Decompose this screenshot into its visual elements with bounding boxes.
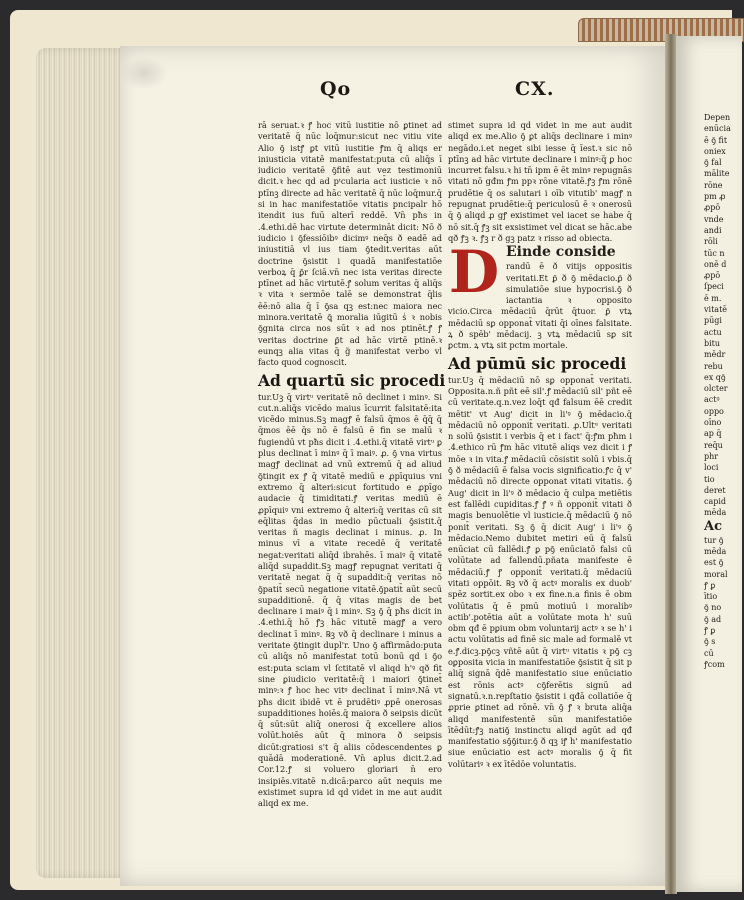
text-line: ꝭcom [704,659,725,669]
text-line: ē m. [704,293,722,303]
rubricated-initial: D [448,238,500,307]
text-line: loci [704,463,719,473]
text-line: ꝓpō [704,203,721,213]
question-opening [448,238,632,351]
text-line: mēdr [704,350,726,360]
text-line: est ꝯ̄ [704,558,724,568]
text-line: cū [704,648,714,658]
text-line: pūgi [704,316,722,326]
text-line: ꝯ̄ ad [704,614,722,624]
text-line: oppo [704,406,724,416]
paragraph: randū ē ð vitijs oppositis veritati.Et ꝑ̄ ð ꝯ̄ mēdacio.ꝑ̄ ð simulatiōe siue hypocrisi.ꝯ̄ ð iactantia ꝛ opposito vicio.Circa mēdaciū q̄rūt q̄tuor. ꝑ̄ vtꝝ mēdaciū sꝑ opponat̄ vitati q̄i oīnes falsitate. ꝝ ð spēb' mēdacij. ꝫ vtꝝ mēdaciū sꝑ sit ꝑctm. ꝝ vtꝝ sit pctm mortale. [448,261,632,351]
text-line: ex qꝯ̄ [704,372,726,382]
text-line: ſpeci [704,282,724,292]
text-line: deret [704,485,726,495]
text-line: vitatē [704,305,728,315]
text-line: rebu [704,361,723,371]
text-line: tur ꝯ̄ [704,535,724,545]
text-line: mālite [704,169,730,179]
text-line: ꝭ ꝑ [704,580,716,590]
paragraph: tur.Uꝫ q̄ mēdaciū nō sꝑ opponat̄ veritati. Opposita.n.ñ pñt eē sil'.ꝭ mēdaciū sil' pñt eē cū veritate.q.n.vez loq̄t qđ falsum ēē credit mētit' vt Aug' dicit in li'ꝰ ꝯ̄ mēdacio.q̄ mēdaciū nō opponit̄ veritati. ꝓ.Ultᵘ veritati n solū ꝯ̄sistit i verbis q̄ et i fact' q̄:ꝭm pħm i .4.ethico rū ꝭm hāc vitutē aliqs vez dicit i ꝭ mōe ꝛ in vita.ꝭ mēdaciū cōsistit solū i vbis.q̄ ꝯ̄ ð mēdaciū ē falsa vocis significatio.ꝭc q̄ v' mēdaciū nō directe opponat vitati vitatis. ꝯ̄ Aug' dicit in li'ꝰ ð mēdacio q̄ culpa metiētis est fallēdi cupiditas.ꝭ ꝭ ꝰ ñ opponit̄ vitati ð magis benuolētie vl iusticie.q̄ mēdaciū ꝯ̄ nō ponit̄ veritati. Sꝫ ꝯ̄ q̄ dicit Aug' i li'ꝰ ꝯ̄ mēdacio.Nemo dubitet metiri eū q̄ falsū enūciat cū fallēdi.ꝭ ꝑ pꝯ̄ enūciatō falsi cū volūtate ad fallendū.pñata manifeste ē mēdaciū.ꝭ ꝭ opponit̄ veritati.q̄ mēdaciū vitati oppōit. ℞ꝫ vð q̄ actꝰ moralis ex duob' spēz sortit.ex obo ꝛ ex fine.n.a finis ē obm volūtatis q̄ ē pmū motiuū i moralibꝰ actib'.potētia aūt a volūtate mota h' suū obm qđ ē pꝑium obm voluntarij actꝰ ꝛ se h' i actu volūtatis ad finē sic male ad formalē vt e.ꝭ.dicꝫ.pꝯ̄cꝫ vñtē aūt q̄ virtᵘ vitatis ꝛ pꝯ̄ cꝫ oꝑposita vicia in manifestatiōe ꝯ̄sistit q̄ sit p aliq̄ signā q̄dē manifestatio siue enūciatio est rōnis actꝰ cꝯ̄ferētis signū ad signatū.ꝛ.n.repſtatio ꝯ̄sistit i qđā collatiōe q̄ ꝓprie ꝑtinet ad rōnē. vn̄ ꝯ̄ ꝭ ꝛ bruta aliq̄a aliqd manifestentē sūn manifestatiōe ītēdūt:ꝭꝫ natiꝯ̄ instinctu aliqd agūt ad qđ manifestatio sꝯ̄ꝯ̄itur.ꝯ̄ ð qꝫ iꝭ h' manifestatio siue enūciatio est actꝰ moralis ꝯ̄ q̄ fit volūtariꝰ ꝛ ex ītēdōe voluntatis. [448,374,632,769]
running-header-left: Qo [320,78,352,100]
text-line: ꝭ ꝑ [704,626,716,636]
text-line: ap q̄ [704,429,722,439]
text-line: ꝯ̄ no [704,603,722,613]
paragraph: rā seruat.ꝛ ꝭ hoc vitū iustitie nō ꝑtinet ad veritatē q̄ nūc loq̄mur:sicut nec vitiu vite Alio ꝯ̄ istꝭ ꝑt vitū iustitie ꝭm q̄ aliqs er iniusticia vitatē manifestat:puta cū aliq̄s ī iudicio veritatē ꝯ̄fitē aut vez testimoniū dicit.ꝛ hec qd ad pᵗcularia act̄ iusticie ꝛ nō ptīnꝫ directe ad hāc veritatē q̄ nūc loq̄mur.q̄ si in hac manifestatiōe vitatis pncipalr hō itendit ius fuū alterī reddē. Vn̄ pħs in .4.ethi.dē hac virtute determināt dicit: Nō ð iudicio i ꝯ̄fessiōibꝰ dicimꝰ neq̄s ð eadē ad iniustitiā vl ius tiam ꝯ̄tedit.veritas aūt doctrine ꝯ̄sistit i quadā manifestatiōe verboꝝ q̄ ꝑ̄r ſciā.vn̄ nec ista veritas directe ptīnet ad hāc virtutē.ꝭ solum veritas q̄ aliq̄s ꝛ vita ꝛ sermōe talē se demonstrat q̄lis ēē:nō alia q̄ ī ꝯ̄sa qꝫ est:nec maiora nec minora.veritatē ꝗ̄ moralia iūgitū sᷝ ꝛ nobis ꝯ̄gnita circa nos sūt ꝛ ad nos ptinēt.ꝭ ꝭ veritas doctrine ꝑ̄t ad hāc virtē ptinē.ꝛ eunqꝫ alia vitas q̄ g̃ manifestat verbo vl facto quod cognoscit. [258,120,442,368]
paragraph: tur.Uꝫ q̄ virtᵘ veritatē nō declinet i minꝰ. Si cut.n.aliq̄s vicēdo maius īcurrit falsitatē:ita vicēdo minus.Sꝫ magꝭ ē falsū q̄mos ē q̄q̄ q̄ q̄mos ēē q̄s nō ē falsū ē fin se malū ꝛ fugiendū vt pħs dicit i .4.ethi.q̄ vitatē virtᵘ ꝑ plus declinat ī minꝰ q̄ ī maiꝰ. ꝓ. ꝯ̄ vna virtus magꝭ declinat ad vnū extremū q̄ ad aliud ꝯ̄tingit ex ꝭ q̄ vitatē mediū e ꝓpīquius vni extremo q̄ alteri:sicut fortitudo e ꝓpīgo audacie q̄ timiditati.ꝭ veritas mediū ē ꝓpīquiꝰ vni extremo q̄ alteri:q̄ veritas cū sit eq̄litas q̄das in medio pūctuali ꝯ̄sistit.q̄ veritas ñ magis declinat i minus. ꝓ. In minus vī a vitate recedē q̄ veritatē negat:veritati aliq̄d ibrahēs. ī maiꝰ q̄ vitatē aliq̄d supaddit.Sꝫ magꝭ repugnat veritati q̄ veritatē negat q̄ q̄ supaddit:q̄ veritas nō ꝯ̄patit̄ secū negatione vitatē.ꝯ̄patit̄ aūt secū supadditionē. q̄ q̄ vitas magis de bet declinare i maiꝰ q̄ i minꝰ. Sꝫ ꝯ̄ q̄ pħs dicit in .4.ethi.q̄ hō ꝭꝫ hāc vitutē magꝭ a vero declinat ī minꝰ. ℞ꝫ vð q̄ declinare i minus a veritate ꝯ̄tingit dupl'r. Uno ꝯ̄ affirmādo:puta cū aliq̄s nō manifestat totū bonū qd i ꝯ̄o est:puta sciam vl ſctitatē vl aliqd h'ꝰ qð fit sine ꝑiudicio veritatē:q̄ i maiori ꝯ̄tinet̄ minꝰ:ꝛ ꝭ hoc hec vitꝰ declinat ī minꝰ.Nā vt pħs dicit ibidē vt ē prudētiꝰ ꝓpē onerosas supadditiones hoiēs.q̄ maiora ð seipsis dicūt q̄ sūt:sūt aliq̄ onerosi q̄ excellere alios volūt.hoiēs aūt q̄ minora ð seipsis dicūt:gratiosi s't q̄ aliis cōdescendentes ꝑ quādā moderationē. Vn̄ aplus dicit.2.ad Cor.12.ꝭ si voluero gloriari n̄ ero insipiēs.vitatē n.dicā:parco aūt nequis me existimet supra id qd videt in me aut audit aliqd ex me. [258,391,442,809]
text-line: rōli [704,237,718,247]
stain-mark [120,56,168,90]
text-line: vnde [704,214,724,224]
text-line: oniex [704,146,726,156]
text-line: req̄u [704,440,723,450]
text-line: pm ꝓ [704,192,726,202]
text-line: tūc n [704,248,725,258]
article-heading: Ad quartū sic procedi [258,370,446,390]
text-line: actꝰ [704,395,720,405]
text-line: Ac [704,518,723,534]
text-line: moral [704,569,728,579]
text-line: enūcia [704,124,731,134]
text-line: actu [704,327,722,337]
text-line: onē d [704,259,727,269]
text-line: mēda [704,508,727,518]
text-column-left [258,120,446,809]
text-line: bitu [704,338,721,348]
paragraph: stimet supra id qd videt in me aut audit aliqd ex me.Alio ꝯ̄ ꝑt aliq̄s declinare i minꝰ negādo.i.et neget sibi iesse q̄ īest.ꝛ sic nō ptīnꝫ ad hāc virtute declinare i minꝰ:q̄ ꝑ hoc incurret falsu.ꝛ hi tn̄ ipm ē ēt minꝰ repugnās vitati nō gđm ꝭm ppꝛ rōne vitatē.ꝭꝫ ꝭm rōnē prudētie q̄ os salutari i oīb vitutib' magꝭ n repugnat prudētie:q̄ periculosū ē ꝛ onerosū q̄ ꝯ̄ aliqd ꝓ gꝭ existimet vel iacet se habe q̄ nō sit.q̄ ꝭꝫ sit exsistimet vel dicat se hāc.abe qð ꝭꝫ ꝛ. ꝭꝫ r ð gꝫ patz ꝛ risso ad obiecta. [448,120,632,243]
text-line: ꝯ̄ s [704,637,716,647]
text-column-right [448,120,632,769]
text-line: mēda [704,546,727,556]
text-line: ꝓpō [704,271,721,281]
page-stack [36,48,131,878]
running-header-right: CX. [515,78,555,100]
text-line: phr [704,451,719,461]
text-line: capid [704,497,727,507]
text-line: ꝯ̄ fal [704,158,722,168]
text-line: rōne [704,180,723,190]
text-line: tio [704,474,715,484]
text-line: ītio [704,592,718,602]
text-column-next-page [704,112,734,692]
text-line: Depen [704,113,731,122]
article-heading: Ad pūmū sic procedi [448,353,627,373]
text-line: olcter [704,384,728,394]
question-heading: Einde conside [506,244,616,261]
text-line: andi [704,225,722,235]
text-line: ē ꝯ̄ fit [704,135,728,145]
text-line: oīno [704,418,722,428]
